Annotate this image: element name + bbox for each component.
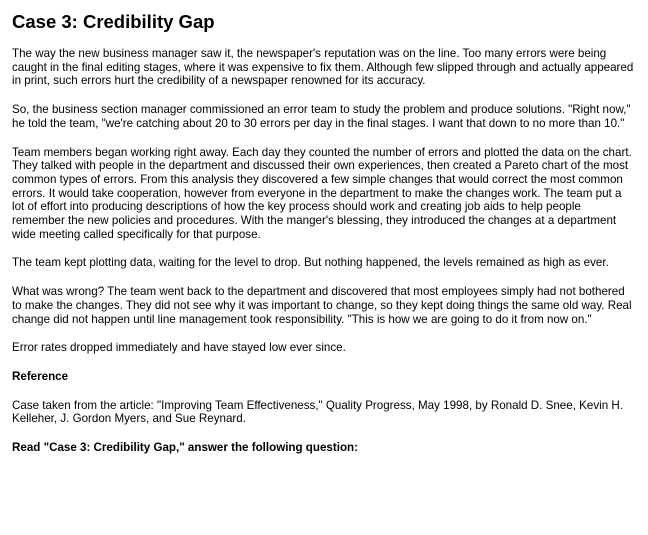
paragraph-what-was-wrong: What was wrong? The team went back to the department and discovered that most employees simply had not bothered to make the changes. They did not see why it was important to change, so they kept doing things the same old way. Real change did not happen until line management took responsibility. "This is how we are going to do it from now on." [12, 285, 632, 326]
reference-heading: Reference [12, 369, 69, 383]
paragraph-commission: So, the business section manager commissioned an error team to study the problem and produce solutions. "Right now," he told the team, "we're catching about 20 to 30 errors per day in the final stages. I want that down to no more than 10." [12, 103, 631, 130]
paragraph-no-change: The team kept plotting data, waiting for the level to drop. But nothing happened, the levels remained as high as ever. [12, 256, 609, 270]
paragraph-intro: The way the new business manager saw it, the newspaper's reputation was on the line. Too many errors were being caught in the final editing stages, where it was expensive to fix them. Although few slipped through and actually appeared in print, such errors hurt the credibility of a newspaper renowned for its accuracy. [12, 47, 634, 88]
document-title: Case 3: Credibility Gap [12, 11, 215, 32]
question-prompt: Read "Case 3: Credibility Gap," answer the following question: [12, 441, 358, 455]
reference-text: Case taken from the article: "Improving Team Effectiveness," Quality Progress, May 1998, by Ronald D. Snee, Kevin H. Kelleher, J. Gordon Myers, and Sue Reynard. [12, 398, 623, 426]
paragraph-team-work: Team members began working right away. Each day they counted the number of errors and plotted the data on the chart. They talked with people in the department and discussed their own experiences, then created a Pareto chart of the most common types of errors. From this analysis they discovered a few simple changes that would correct the most common errors. It would take cooperation, however from everyone in the department to make the changes work. The team put a lot of effort into producing descriptions of how the key process should work and creating job aids to help people remember the new policies and procedures. With the manger's blessing, they introduced the changes at a department wide meeting called specifically for that purpose. [12, 145, 632, 241]
paragraph-result: Error rates dropped immediately and have stayed low ever since. [12, 341, 346, 355]
